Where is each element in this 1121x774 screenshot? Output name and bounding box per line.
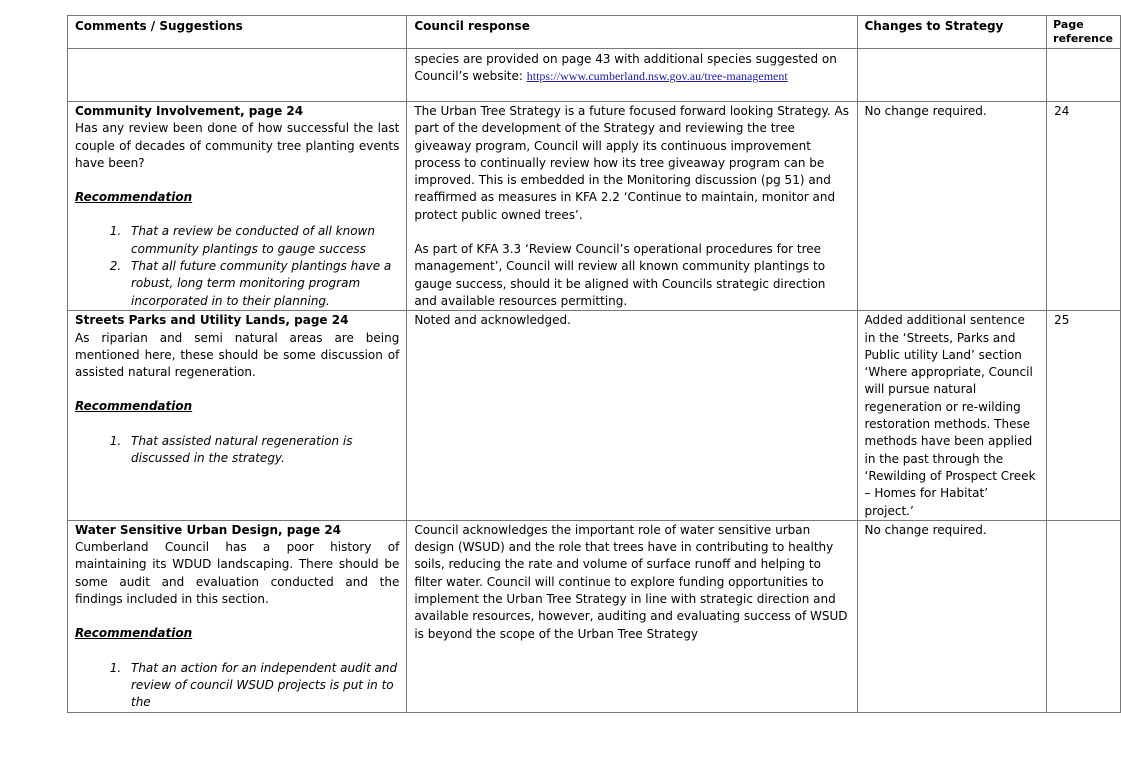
table-row-wsud <box>68 520 1121 712</box>
cell-page-ref <box>1047 49 1121 102</box>
cell-changes: No change required. <box>857 102 1047 311</box>
header-row <box>68 16 1121 49</box>
response-paragraph-2: As part of KFA 3.3 ‘Review Council’s operational procedures for tree management’, Council will review all known community plantings to gauge success, should it be aligned with Councils strategic direction and available resources permitting. <box>414 242 826 308</box>
cell-response <box>407 102 857 311</box>
header-comments: Comments / Suggestions <box>68 16 407 49</box>
row-body: As riparian and semi natural areas are being mentioned here, these should be some discussion of assisted natural regeneration. <box>75 330 400 380</box>
table-row-streets-parks <box>68 311 1121 521</box>
list-item: 1. That a review be conducted of all known community plantings to gauge success <box>125 223 399 258</box>
row-body: Has any review been done of how successful the last couple of decades of community tree planting events have been? <box>75 121 400 170</box>
recommendation-label: Recommendation <box>75 190 193 205</box>
cell-comments <box>68 49 407 102</box>
row-body: Cumberland Council has a poor history of maintaining its WDUD landscaping. There should be some audit and evaluation conducted and the findings included in this section. <box>75 540 400 607</box>
row-title: Water Sensitive Urban Design, page 24 <box>75 522 342 537</box>
row-title: Community Involvement, page 24 <box>75 104 304 118</box>
table-row-community-involvement <box>68 102 1121 311</box>
header-changes: Changes to Strategy <box>857 16 1047 49</box>
recommendation-label: Recommendation <box>75 399 193 414</box>
cell-changes <box>857 49 1047 102</box>
cell-page-ref: 24 <box>1047 102 1121 311</box>
tree-management-link[interactable]: https://www.cumberland.nsw.gov.au/tree-management <box>526 69 788 84</box>
cell-comments <box>68 520 407 712</box>
recommendation-label: Recommendation <box>75 626 193 641</box>
cell-changes: No change required. <box>857 520 1047 712</box>
cell-comments <box>68 311 407 521</box>
table-row-continued <box>68 49 1121 102</box>
cell-page-ref <box>1047 520 1121 712</box>
header-council-response: Council response <box>407 16 857 49</box>
cell-changes: Added additional sentence in the ‘Streets, Parks and Public utility Land’ section ‘Where appropriate, Council will pursue natural regeneration or re-wilding restoration methods. These methods have been applied in the past through the ‘Rewilding of Prospect Creek – Homes for Habitat’ project.’ <box>857 311 1047 521</box>
recommendation-list <box>75 660 399 712</box>
row-title: Streets Parks and Utility Lands, page 24 <box>75 313 349 328</box>
cell-page-ref: 25 <box>1047 311 1121 521</box>
cell-response: Noted and acknowledged. <box>407 311 857 521</box>
list-item: 2. That all future community plantings have a robust, long term monitoring program incorporated in to their planning. <box>125 258 399 310</box>
response-text: species are provided on page 43 with additional species suggested on Council’s website: <box>414 52 837 84</box>
list-item: 1. That assisted natural regeneration is discussed in the strategy. <box>125 433 399 468</box>
recommendation-list <box>75 223 399 309</box>
response-paragraph-1: The Urban Tree Strategy is a future focused forward looking Strategy. As part of the development of the Strategy and reviewing the tree giveaway program, Council will apply its continuous improvement process to continually review how its tree giveaway program can be improved. This is embedded in the Monitoring discussion (pg 51) and reaffirmed as measures in KFA 2.2 ‘Continue to maintain, monitor and protect public owned trees’. <box>414 104 849 222</box>
cell-response: Council acknowledges the important role of water sensitive urban design (WSUD) and the role that trees have in contributing to healthy soils, reducing the rate and volume of surface runoff and helping to filter water. Council will continue to explore funding opportunities to implement the Urban Tree Strategy in line with strategic direction and available resources, however, auditing and evaluating success of WSUD is beyond the scope of the Urban Tree Strategy <box>407 520 857 712</box>
cell-comments <box>68 102 407 311</box>
header-page-reference: Page reference <box>1047 16 1121 49</box>
recommendation-list <box>75 433 399 468</box>
list-item: 1. That an action for an independent audit and review of council WSUD projects is put in to the <box>125 660 399 712</box>
submissions-table <box>67 15 1121 713</box>
cell-response <box>407 49 857 102</box>
